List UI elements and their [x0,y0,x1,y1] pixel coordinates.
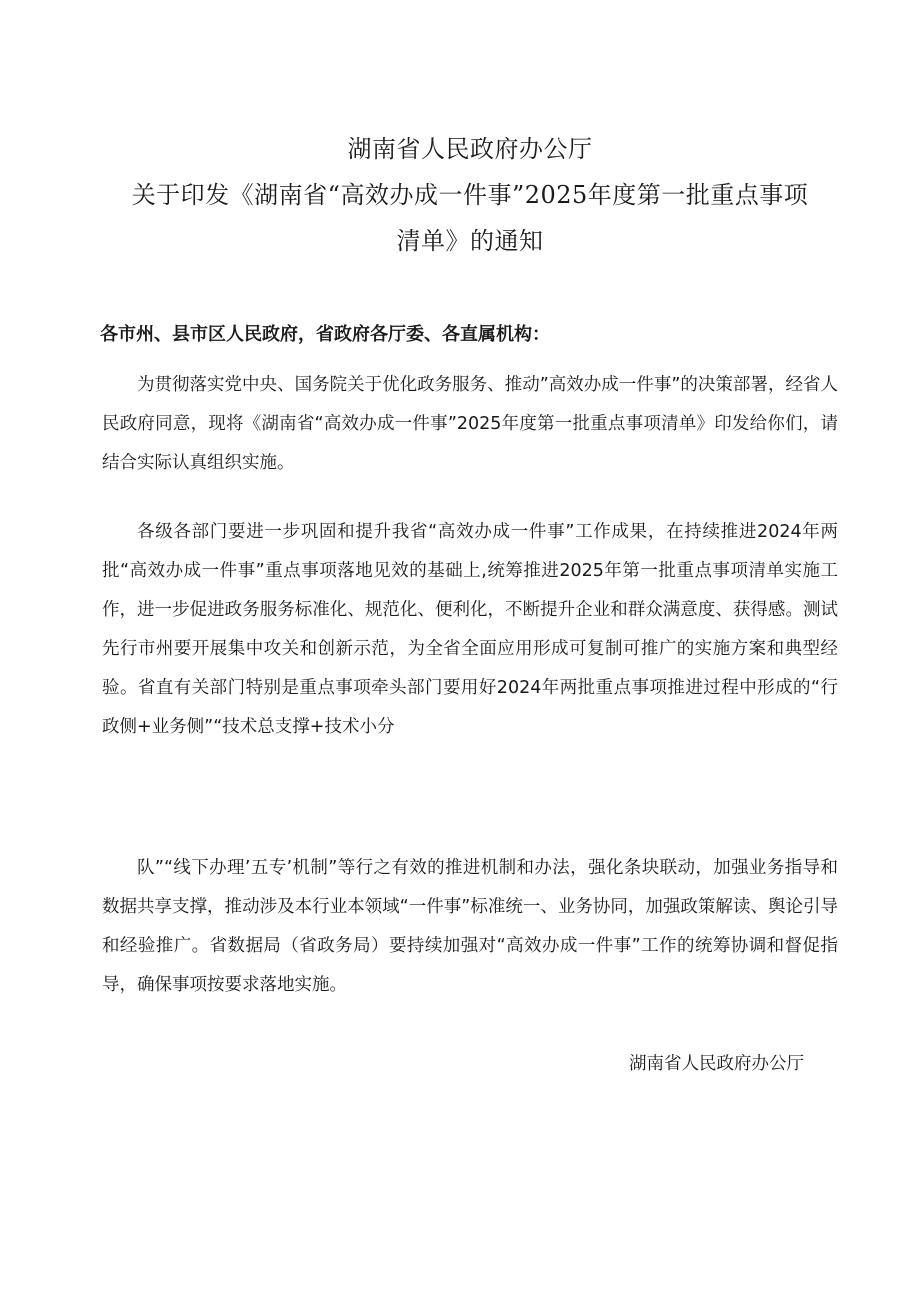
document-title [100,126,840,264]
body-paragraph-1: 为贯彻落实党中央、国务院关于优化政务服务、推动”高效办成一件事”的决策部署，经省人民政府同意，现将《湖南省“高效办成一件事”2025年度第一批重点事项清单》印发给你们，请结合实际认真组织实施。 [102,375,838,473]
title-line-issuer: 湖南省人民政府办公厅 [347,135,593,163]
body-paragraph-2: 各级各部门要进一步巩固和提升我省“高效办成一件事”工作成果，在持续推进2024年两批“高效办成一件事”重点事项落地见效的基础上,统筹推进2025年第一批重点事项清单实施工作，进一步促进政务服务标准化、规范化、便利化，不断提升企业和群众满意度、获得感。测试先行市州要开展集中攻关和创新示范，为全省全面应用形成可复制可推广的实施方案和典型经验。省直有关部门特别是重点事项牵头部门要用好2024年两批重点事项推进过程中形成的“行政侧+业务侧”“技术总支撑+技术小分 [102,522,838,737]
title-line-subject-end: 清单》的通知 [396,227,544,255]
salutation: 各市州、县市区人民政府，省政府各厅委、各直属机构： [100,324,550,345]
body-paragraph-3: 队”“线下办理’五专’机制”等行之有效的推进机制和办法，强化条块联动，加强业务指导和数据共享支撑，推动涉及本行业本领域“一件事”标准统一、业务协同，加强政策解读、舆论引导和经验推广。省数据局（省政务局）要持续加强对“高效办成一件事”工作的统筹协调和督促指导，确保事项按要求落地实施。 [102,858,838,995]
title-line-subject: 关于印发《湖南省“高效办成一件事”2025年度第一批重点事项 [131,181,809,209]
signature-issuer: 湖南省人民政府办公厅 [629,1054,804,1074]
